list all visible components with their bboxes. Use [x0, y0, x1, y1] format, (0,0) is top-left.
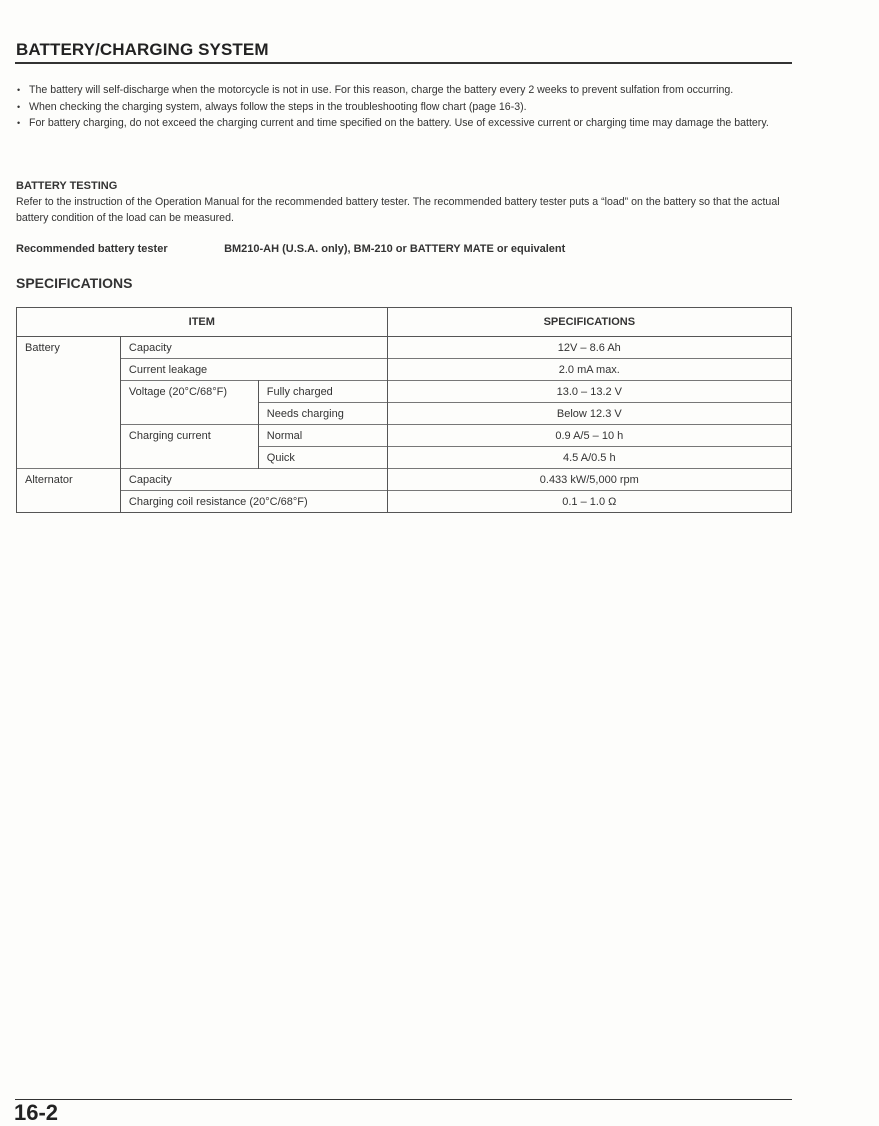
spec-cell: 13.0 – 13.2 V	[387, 381, 791, 403]
tester-label: Recommended battery tester	[16, 243, 168, 255]
item-cell: Charging coil resistance (20°C/68°F)	[120, 491, 387, 513]
item-cell: Capacity	[120, 469, 387, 491]
table-row	[17, 491, 792, 513]
note-item: • The battery will self-discharge when the motorcycle is not in use. For this reason, charge the battery every 2 weeks to prevent sulfation from occurring.	[15, 82, 795, 99]
table-row	[17, 359, 792, 381]
group-battery: Battery	[17, 337, 121, 469]
note-item: • For battery charging, do not exceed the charging current and time specified on the battery. Use of excessive current or charging time may damage the battery.	[15, 115, 795, 132]
spec-cell: 4.5 A/0.5 h	[387, 447, 791, 469]
note-item: • When checking the charging system, always follow the steps in the troubleshooting flow chart (page 16-3).	[15, 99, 795, 116]
item-cell: Capacity	[120, 337, 387, 359]
table-row	[17, 337, 792, 359]
spec-cell: Below 12.3 V	[387, 403, 791, 425]
notes-list	[15, 82, 795, 132]
spec-cell: 12V – 8.6 Ah	[387, 337, 791, 359]
spec-cell: 0.9 A/5 – 10 h	[387, 425, 791, 447]
item-cell: Current leakage	[120, 359, 387, 381]
battery-testing-text: Refer to the instruction of the Operation Manual for the recommended battery tester. The recommended battery tester puts a “load” on the battery so that the actual battery condition of the load can be measured.	[16, 196, 780, 224]
item-cell: Voltage (20°C/68°F)	[120, 381, 258, 425]
battery-testing-heading: BATTERY TESTING	[16, 180, 118, 192]
table-header-row	[17, 308, 792, 337]
page-title: BATTERY/CHARGING SYSTEM	[16, 40, 269, 59]
spec-cell: 0.433 kW/5,000 rpm	[387, 469, 791, 491]
column-header-item: ITEM	[17, 308, 388, 337]
header-divider	[15, 62, 792, 64]
table-row	[17, 469, 792, 491]
item-cell: Charging current	[120, 425, 258, 469]
footer-divider	[15, 1099, 792, 1100]
subitem-cell: Fully charged	[258, 381, 387, 403]
spec-cell: 2.0 mA max.	[387, 359, 791, 381]
tester-value: BM210-AH (U.S.A. only), BM-210 or BATTERY MATE or equivalent	[224, 243, 566, 255]
group-alternator: Alternator	[17, 469, 121, 513]
subitem-cell: Normal	[258, 425, 387, 447]
spec-cell: 0.1 – 1.0 Ω	[387, 491, 791, 513]
page-number: 16-2	[14, 1100, 59, 1125]
specifications-table	[16, 307, 792, 513]
recommended-tester	[16, 243, 796, 255]
subitem-cell: Quick	[258, 447, 387, 469]
column-header-specifications: SPECIFICATIONS	[387, 308, 791, 337]
specifications-heading: SPECIFICATIONS	[16, 275, 133, 291]
table-row	[17, 425, 792, 447]
table-row	[17, 381, 792, 403]
subitem-cell: Needs charging	[258, 403, 387, 425]
